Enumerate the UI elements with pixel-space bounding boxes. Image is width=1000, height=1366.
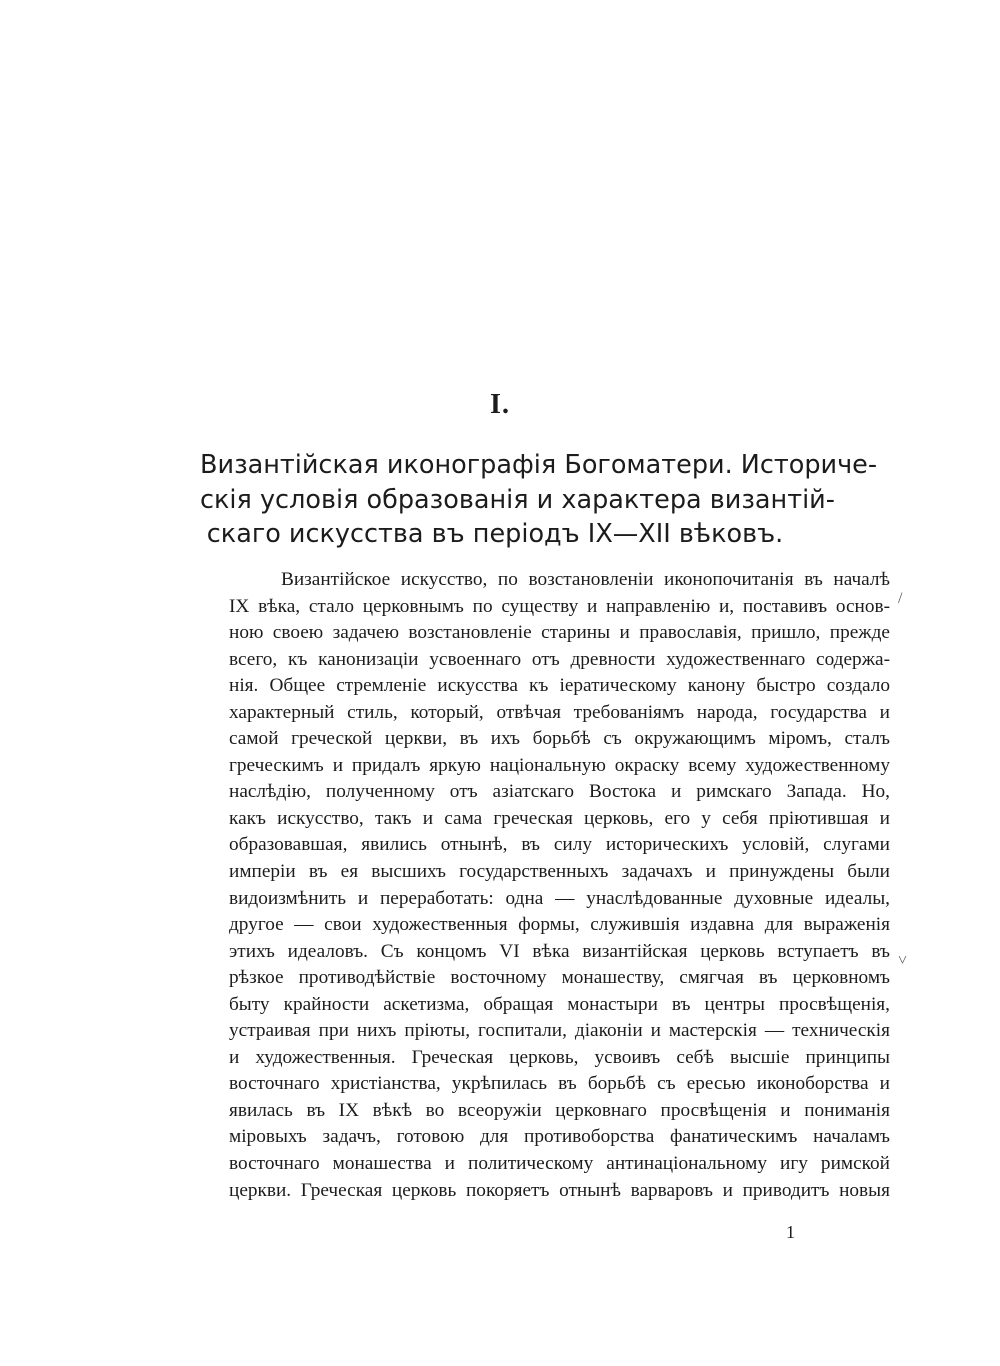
chapter-number: I. [490,389,510,420]
text-line: и художественныя. Греческая церковь, усвоивъ себѣ высшіе принципы [229,1046,890,1068]
text-line: этихъ идеаловъ. Съ концомъ VI вѣка византійская церковь вступаетъ въ [229,940,890,962]
text-line: восточнаго монашества и политическому антинаціональному игу римской [229,1153,890,1175]
text-line: самой греческой церкви, въ ихъ борьбѣ съ окружающимъ міромъ, сталъ [229,728,890,750]
text-line: быту крайности аскетизма, обращая монастыри въ центры просвѣщенія, [229,993,890,1015]
text-line: міровыхъ задачъ, готовою для противоборства фанатическимъ началамъ [229,1126,890,1148]
body-paragraph [229,567,890,1204]
text-line: всего, къ канонизаціи усвоеннаго отъ древности художественнаго содержа- [229,648,890,670]
text-line: явилась въ IX вѣкѣ во всеоружіи церковнаго просвѣщенія и пониманія [229,1099,890,1121]
text-line: наслѣдію, полученному отъ азіатскаго Востока и римскаго Запада. Но, [229,781,890,803]
text-line: ною своею задачею возстановленіе старины и православія, пришло, прежде [229,622,890,644]
text-line: образовавшая, явились отнынѣ, въ силу историческихъ условій, слугами [229,834,890,856]
heading-line: скія условія образованія и характера византій- [200,484,835,515]
text-line: нія. Общее стремленіе искусства къ іератическому канону быстро создало [229,675,890,697]
text-line: имперіи въ ея высшихъ государственныхъ задачахъ и принуждены были [229,861,890,883]
text-line: другое — свои художественныя формы, служившія издавна для выраженія [229,914,890,936]
chapter-heading [200,448,878,552]
page-number: 1 [786,1222,795,1242]
heading-line: Византійская иконографія Богоматери. Историче- [200,450,878,480]
text-line: устраивая при нихъ пріюты, госпитали, діаконіи и мастерскія — техническія [229,1020,890,1042]
text-line: греческимъ и придалъ яркую національную окраску всему художественному [229,754,890,776]
text-line: какъ искусство, такъ и сама греческая церковь, его у себя пріютившая и [229,807,890,829]
text-line: характерный стиль, который, отвѣчая требованіямъ народа, государства и [229,701,890,723]
text-line: рѣзкое противодѣйствіе восточному монашеству, смягчая въ церковномъ [229,967,890,989]
text-line: IX вѣка, стало церковнымъ по существу и направленію и, поставивъ основ- [229,595,890,617]
heading-line: скаго искусства въ періодъ IX—XII вѣковъ. [206,519,784,549]
text-line: восточнаго христіанства, укрѣпилась въ борьбѣ съ ересью иконоборства и [229,1073,890,1095]
text-line: Византійское искусство, по возстановленіи иконопочитанія въ началѣ [281,569,890,590]
margin-mark: / [898,590,903,607]
text-line: видоизмѣнить и переработать: одна — унаслѣдованные духовные идеалы, [229,887,890,909]
text-line: церкви. Греческая церковь покоряетъ отнынѣ варваровъ и приводитъ новыя [229,1179,890,1201]
margin-mark: ˅ [898,952,908,969]
